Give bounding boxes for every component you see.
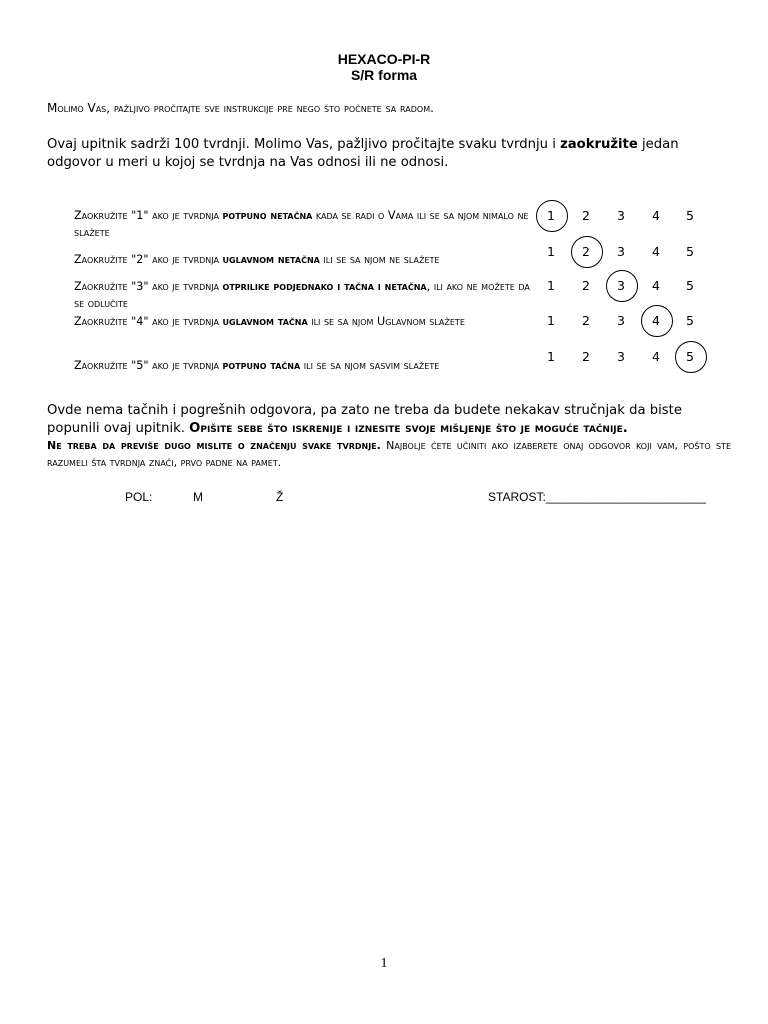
- instructions-text-bold: zaokružite: [560, 137, 638, 152]
- scale-number-r2-1[interactable]: 1: [547, 244, 555, 259]
- page-number: 1: [380, 956, 388, 971]
- scale-row-2-text: [74, 251, 534, 268]
- scale-row-3-before: Zaokružite "3" ako je tvrdnja: [74, 280, 223, 293]
- scale-number-r1-2[interactable]: 2: [582, 208, 590, 223]
- instructions-text-after: jedan odgovor u meri u kojoj se tvrdnja na Vas odnosi ili ne odnosi.: [47, 137, 679, 170]
- scale-number-r1-5[interactable]: 5: [686, 208, 694, 223]
- scale-number-r1-4[interactable]: 4: [652, 208, 660, 223]
- scale-row-3-bold: otprilike podjednako i tačna i netačna: [222, 280, 427, 293]
- scale-row-1-bold: potpuno netačna: [222, 209, 313, 222]
- scale-number-r4-2[interactable]: 2: [582, 313, 590, 328]
- scale-row-5-before: Zaokružite "5" ako je tvrdnja: [74, 359, 223, 372]
- scale-number-r5-3[interactable]: 3: [617, 349, 625, 364]
- scale-row-2-bold: uglavnom netačna: [222, 253, 320, 266]
- scale-row-1-before: Zaokružite "1" ako je tvrdnja: [74, 209, 223, 222]
- selection-circle-row-4: [641, 305, 673, 337]
- pol-option-z[interactable]: Ž: [276, 490, 284, 504]
- scale-number-r4-1[interactable]: 1: [547, 313, 555, 328]
- outro-note-plain: Najbolje ćete učiniti ako izaberete onaj odgovor koji vam, pošto ste razumeli šta tvrdnja znači, prvo padne na pamet.: [47, 439, 732, 469]
- scale-number-r3-2[interactable]: 2: [582, 278, 590, 293]
- outro-text-bold: Opišite sebe što iskrenije i iznesite svoje mišljenje što je moguće tačnije.: [189, 421, 628, 436]
- scale-row-5-after: ili se sa njom sasvim slažete: [300, 359, 440, 372]
- selection-circle-row-1: [536, 200, 568, 232]
- outro-note-bold: Ne treba da previše dugo mislite o značenju svake tvrdnje.: [47, 439, 381, 452]
- scale-number-r1-3[interactable]: 3: [617, 208, 625, 223]
- outro-paragraph: [47, 402, 731, 438]
- form-title: HEXACO-PI-R: [337, 51, 431, 67]
- pol-option-m[interactable]: M: [193, 490, 203, 504]
- instructions-paragraph: [47, 136, 731, 172]
- scale-row-1-after: kada se radi o Vama ili se sa njom nimalo ne slažete: [74, 209, 529, 239]
- form-subtitle: S/R forma: [350, 67, 418, 83]
- scale-number-r3-1[interactable]: 1: [547, 278, 555, 293]
- scale-row-3-text: [74, 278, 534, 312]
- scale-row-5-bold: potpuno tačna: [222, 359, 301, 372]
- starost-field[interactable]: [488, 490, 706, 504]
- scale-row-4-bold: uglavnom tačna: [222, 315, 308, 328]
- scale-number-r4-4[interactable]: 4: [652, 313, 660, 328]
- scale-number-r4-5[interactable]: 5: [686, 313, 694, 328]
- scale-row-4-text: [74, 313, 534, 330]
- scale-number-r5-5[interactable]: 5: [686, 349, 694, 364]
- selection-circle-row-2: [571, 236, 603, 268]
- scale-row-2-after: ili se sa njom ne slažete: [319, 253, 440, 266]
- instructions-intro: Molimo Vas, pažljivo pročitajte sve instrukcije pre nego što počnete sa radom.: [47, 101, 434, 115]
- scale-number-r5-1[interactable]: 1: [547, 349, 555, 364]
- instructions-text-before: Ovaj upitnik sadrži 100 tvrdnji. Molimo Vas, pažljivo pročitajte svaku tvrdnju i: [47, 137, 561, 152]
- scale-number-r5-2[interactable]: 2: [582, 349, 590, 364]
- scale-number-r1-1[interactable]: 1: [547, 208, 555, 223]
- starost-label: STAROST:: [488, 490, 546, 504]
- scale-row-3-after: , ili ako ne možete da se odlučite: [74, 280, 530, 310]
- scale-number-r3-4[interactable]: 4: [652, 278, 660, 293]
- starost-input-line[interactable]: ________________________: [545, 490, 706, 504]
- scale-row-5-text: [74, 357, 534, 374]
- scale-row-4-before: Zaokružite "4" ako je tvrdnja: [74, 315, 223, 328]
- scale-number-r2-4[interactable]: 4: [652, 244, 660, 259]
- outro-note: [47, 437, 731, 471]
- scale-number-r5-4[interactable]: 4: [652, 349, 660, 364]
- pol-label: POL:: [125, 490, 153, 504]
- outro-text-plain: Ovde nema tačnih i pogrešnih odgovora, pa zato ne treba da budete nekakav stručnjak da biste popunili ovaj upitnik.: [47, 403, 682, 436]
- scale-row-1-text: [74, 207, 534, 241]
- scale-number-r3-3[interactable]: 3: [617, 278, 625, 293]
- scale-row-4-after: ili se sa njom Uglavnom slažete: [307, 315, 465, 328]
- selection-circle-row-3: [606, 270, 638, 302]
- selection-circle-row-5: [675, 341, 707, 373]
- scale-number-r4-3[interactable]: 3: [617, 313, 625, 328]
- scale-number-r2-3[interactable]: 3: [617, 244, 625, 259]
- scale-number-r2-5[interactable]: 5: [686, 244, 694, 259]
- scale-row-2-before: Zaokružite "2" ako je tvrdnja: [74, 253, 223, 266]
- scale-number-r2-2[interactable]: 2: [582, 244, 590, 259]
- scale-number-r3-5[interactable]: 5: [686, 278, 694, 293]
